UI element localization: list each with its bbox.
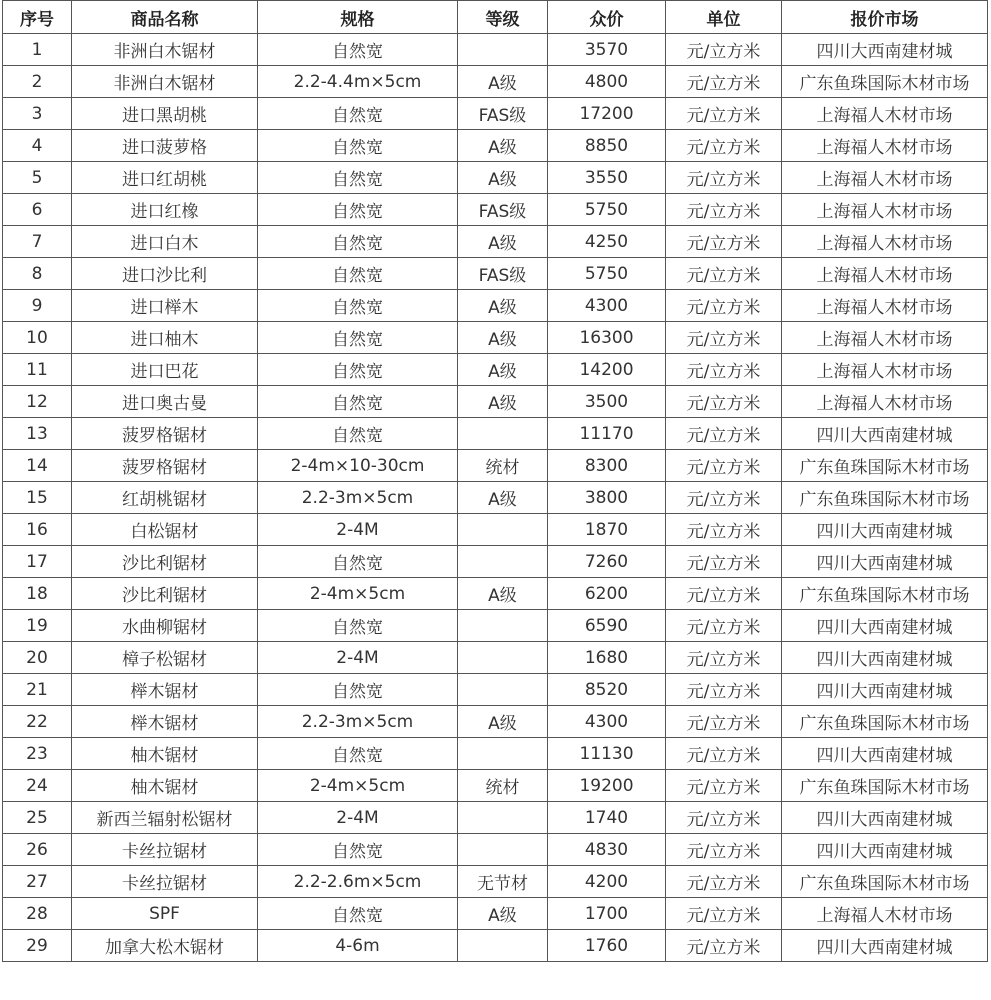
table-row <box>3 418 988 450</box>
cell-product-name: 进口红橡 <box>72 194 258 226</box>
cell-price: 4250 <box>548 226 666 258</box>
cell-price: 3570 <box>548 34 666 66</box>
cell-price: 3800 <box>548 482 666 514</box>
cell-price: 4830 <box>548 834 666 866</box>
cell-product-name: 进口柚木 <box>72 322 258 354</box>
cell-market: 上海福人木材市场 <box>782 354 988 386</box>
table-row <box>3 738 988 770</box>
cell-spec: 自然宽 <box>258 34 458 66</box>
cell-product-name: 柚木锯材 <box>72 770 258 802</box>
cell-market: 上海福人木材市场 <box>782 322 988 354</box>
cell-unit: 元/立方米 <box>666 162 782 194</box>
cell-grade <box>458 930 548 962</box>
table-row <box>3 66 988 98</box>
cell-index: 22 <box>3 706 72 738</box>
cell-grade: A级 <box>458 706 548 738</box>
cell-unit: 元/立方米 <box>666 674 782 706</box>
cell-spec: 自然宽 <box>258 162 458 194</box>
cell-spec: 自然宽 <box>258 258 458 290</box>
cell-grade <box>458 834 548 866</box>
cell-spec: 自然宽 <box>258 674 458 706</box>
cell-grade: A级 <box>458 482 548 514</box>
cell-product-name: 进口巴花 <box>72 354 258 386</box>
cell-market: 四川大西南建材城 <box>782 738 988 770</box>
cell-index: 6 <box>3 194 72 226</box>
cell-price: 5750 <box>548 258 666 290</box>
table-row <box>3 610 988 642</box>
cell-product-name: 新西兰辐射松锯材 <box>72 802 258 834</box>
table-row <box>3 930 988 962</box>
cell-grade: A级 <box>458 354 548 386</box>
cell-index: 10 <box>3 322 72 354</box>
table-row <box>3 194 988 226</box>
cell-unit: 元/立方米 <box>666 258 782 290</box>
cell-grade <box>458 610 548 642</box>
cell-index: 3 <box>3 98 72 130</box>
table-body <box>3 34 988 962</box>
table-row <box>3 834 988 866</box>
cell-spec: 自然宽 <box>258 834 458 866</box>
cell-product-name: 沙比利锯材 <box>72 546 258 578</box>
cell-grade: A级 <box>458 290 548 322</box>
table-row <box>3 770 988 802</box>
cell-index: 12 <box>3 386 72 418</box>
cell-market: 广东鱼珠国际木材市场 <box>782 450 988 482</box>
cell-product-name: 进口菠萝格 <box>72 130 258 162</box>
cell-market: 广东鱼珠国际木材市场 <box>782 706 988 738</box>
cell-spec: 2-4M <box>258 514 458 546</box>
table-row <box>3 290 988 322</box>
cell-market: 上海福人木材市场 <box>782 98 988 130</box>
cell-spec: 自然宽 <box>258 290 458 322</box>
table-row <box>3 386 988 418</box>
cell-grade <box>458 738 548 770</box>
cell-grade: A级 <box>458 322 548 354</box>
cell-market: 上海福人木材市场 <box>782 194 988 226</box>
cell-index: 24 <box>3 770 72 802</box>
cell-unit: 元/立方米 <box>666 834 782 866</box>
cell-product-name: 进口红胡桃 <box>72 162 258 194</box>
cell-index: 17 <box>3 546 72 578</box>
cell-unit: 元/立方米 <box>666 770 782 802</box>
cell-product-name: 菠罗格锯材 <box>72 450 258 482</box>
cell-spec: 2-4m×5cm <box>258 578 458 610</box>
table-row <box>3 482 988 514</box>
cell-price: 3500 <box>548 386 666 418</box>
cell-product-name: 进口沙比利 <box>72 258 258 290</box>
cell-spec: 2-4m×5cm <box>258 770 458 802</box>
cell-spec: 自然宽 <box>258 322 458 354</box>
cell-product-name: 非洲白木锯材 <box>72 34 258 66</box>
table-row <box>3 642 988 674</box>
cell-product-name: 榉木锯材 <box>72 706 258 738</box>
table-row <box>3 546 988 578</box>
cell-grade <box>458 514 548 546</box>
cell-market: 四川大西南建材城 <box>782 642 988 674</box>
cell-price: 4300 <box>548 290 666 322</box>
header-unit: 单位 <box>666 1 782 34</box>
header-product-name: 商品名称 <box>72 1 258 34</box>
cell-grade: A级 <box>458 226 548 258</box>
cell-market: 上海福人木材市场 <box>782 130 988 162</box>
header-grade: 等级 <box>458 1 548 34</box>
cell-grade: A级 <box>458 578 548 610</box>
cell-grade: A级 <box>458 386 548 418</box>
cell-spec: 自然宽 <box>258 418 458 450</box>
cell-unit: 元/立方米 <box>666 514 782 546</box>
cell-unit: 元/立方米 <box>666 802 782 834</box>
cell-market: 上海福人木材市场 <box>782 258 988 290</box>
cell-market: 上海福人木材市场 <box>782 290 988 322</box>
cell-price: 4800 <box>548 66 666 98</box>
table-row <box>3 674 988 706</box>
cell-price: 16300 <box>548 322 666 354</box>
cell-grade: 无节材 <box>458 866 548 898</box>
cell-market: 广东鱼珠国际木材市场 <box>782 482 988 514</box>
cell-unit: 元/立方米 <box>666 898 782 930</box>
table-header <box>3 1 988 34</box>
cell-market: 四川大西南建材城 <box>782 546 988 578</box>
cell-spec: 自然宽 <box>258 98 458 130</box>
cell-index: 5 <box>3 162 72 194</box>
cell-spec: 自然宽 <box>258 194 458 226</box>
cell-index: 11 <box>3 354 72 386</box>
cell-index: 4 <box>3 130 72 162</box>
cell-spec: 自然宽 <box>258 226 458 258</box>
cell-price: 8850 <box>548 130 666 162</box>
cell-spec: 4-6m <box>258 930 458 962</box>
cell-price: 7260 <box>548 546 666 578</box>
cell-grade: 统材 <box>458 770 548 802</box>
cell-grade <box>458 674 548 706</box>
cell-spec: 自然宽 <box>258 738 458 770</box>
cell-unit: 元/立方米 <box>666 610 782 642</box>
cell-product-name: 白松锯材 <box>72 514 258 546</box>
table-row <box>3 898 988 930</box>
cell-market: 四川大西南建材城 <box>782 610 988 642</box>
cell-grade: FAS级 <box>458 194 548 226</box>
cell-unit: 元/立方米 <box>666 322 782 354</box>
cell-market: 四川大西南建材城 <box>782 802 988 834</box>
cell-price: 3550 <box>548 162 666 194</box>
cell-unit: 元/立方米 <box>666 226 782 258</box>
cell-product-name: 进口白木 <box>72 226 258 258</box>
cell-grade <box>458 418 548 450</box>
cell-index: 9 <box>3 290 72 322</box>
cell-unit: 元/立方米 <box>666 930 782 962</box>
cell-unit: 元/立方米 <box>666 34 782 66</box>
cell-unit: 元/立方米 <box>666 546 782 578</box>
cell-grade <box>458 34 548 66</box>
cell-index: 7 <box>3 226 72 258</box>
cell-index: 29 <box>3 930 72 962</box>
cell-index: 25 <box>3 802 72 834</box>
cell-unit: 元/立方米 <box>666 66 782 98</box>
cell-spec: 2-4m×10-30cm <box>258 450 458 482</box>
cell-product-name: 樟子松锯材 <box>72 642 258 674</box>
cell-product-name: 沙比利锯材 <box>72 578 258 610</box>
table-row <box>3 354 988 386</box>
cell-unit: 元/立方米 <box>666 642 782 674</box>
cell-price: 1760 <box>548 930 666 962</box>
cell-unit: 元/立方米 <box>666 866 782 898</box>
cell-grade: A级 <box>458 162 548 194</box>
cell-index: 15 <box>3 482 72 514</box>
cell-product-name: 进口榉木 <box>72 290 258 322</box>
cell-grade <box>458 802 548 834</box>
cell-spec: 自然宽 <box>258 386 458 418</box>
cell-unit: 元/立方米 <box>666 354 782 386</box>
cell-grade: A级 <box>458 66 548 98</box>
cell-price: 4200 <box>548 866 666 898</box>
cell-unit: 元/立方米 <box>666 290 782 322</box>
cell-index: 2 <box>3 66 72 98</box>
cell-product-name: 红胡桃锯材 <box>72 482 258 514</box>
table-row <box>3 226 988 258</box>
cell-price: 1740 <box>548 802 666 834</box>
cell-price: 1870 <box>548 514 666 546</box>
cell-index: 23 <box>3 738 72 770</box>
header-spec: 规格 <box>258 1 458 34</box>
cell-price: 19200 <box>548 770 666 802</box>
cell-market: 四川大西南建材城 <box>782 514 988 546</box>
cell-market: 四川大西南建材城 <box>782 418 988 450</box>
cell-price: 11130 <box>548 738 666 770</box>
cell-unit: 元/立方米 <box>666 706 782 738</box>
cell-market: 广东鱼珠国际木材市场 <box>782 866 988 898</box>
cell-spec: 自然宽 <box>258 546 458 578</box>
cell-market: 上海福人木材市场 <box>782 386 988 418</box>
cell-spec: 2-4M <box>258 802 458 834</box>
table-row <box>3 322 988 354</box>
cell-price: 1680 <box>548 642 666 674</box>
cell-market: 广东鱼珠国际木材市场 <box>782 578 988 610</box>
table-row <box>3 162 988 194</box>
cell-spec: 2.2-3m×5cm <box>258 482 458 514</box>
cell-unit: 元/立方米 <box>666 418 782 450</box>
header-index: 序号 <box>3 1 72 34</box>
cell-price: 17200 <box>548 98 666 130</box>
cell-product-name: 卡丝拉锯材 <box>72 866 258 898</box>
cell-product-name: 进口奥古曼 <box>72 386 258 418</box>
cell-index: 19 <box>3 610 72 642</box>
cell-unit: 元/立方米 <box>666 194 782 226</box>
cell-product-name: 菠罗格锯材 <box>72 418 258 450</box>
cell-unit: 元/立方米 <box>666 578 782 610</box>
cell-grade: FAS级 <box>458 98 548 130</box>
cell-index: 1 <box>3 34 72 66</box>
cell-spec: 自然宽 <box>258 610 458 642</box>
cell-price: 6200 <box>548 578 666 610</box>
cell-market: 四川大西南建材城 <box>782 834 988 866</box>
cell-index: 16 <box>3 514 72 546</box>
cell-price: 5750 <box>548 194 666 226</box>
cell-index: 26 <box>3 834 72 866</box>
cell-price: 4300 <box>548 706 666 738</box>
table-row <box>3 578 988 610</box>
table-row <box>3 130 988 162</box>
cell-market: 四川大西南建材城 <box>782 34 988 66</box>
cell-unit: 元/立方米 <box>666 130 782 162</box>
table-row <box>3 450 988 482</box>
price-table <box>2 0 988 962</box>
cell-spec: 2.2-2.6m×5cm <box>258 866 458 898</box>
cell-market: 四川大西南建材城 <box>782 674 988 706</box>
cell-index: 8 <box>3 258 72 290</box>
cell-product-name: 加拿大松木锯材 <box>72 930 258 962</box>
cell-market: 上海福人木材市场 <box>782 226 988 258</box>
cell-spec: 2-4M <box>258 642 458 674</box>
cell-price: 11170 <box>548 418 666 450</box>
cell-grade: A级 <box>458 130 548 162</box>
table-row <box>3 706 988 738</box>
cell-market: 广东鱼珠国际木材市场 <box>782 66 988 98</box>
header-market: 报价市场 <box>782 1 988 34</box>
cell-unit: 元/立方米 <box>666 450 782 482</box>
cell-unit: 元/立方米 <box>666 482 782 514</box>
cell-product-name: SPF <box>72 898 258 930</box>
cell-price: 6590 <box>548 610 666 642</box>
cell-spec: 自然宽 <box>258 130 458 162</box>
cell-grade: A级 <box>458 898 548 930</box>
cell-product-name: 进口黑胡桃 <box>72 98 258 130</box>
cell-market: 四川大西南建材城 <box>782 930 988 962</box>
table-row <box>3 866 988 898</box>
cell-price: 14200 <box>548 354 666 386</box>
table-row <box>3 802 988 834</box>
cell-spec: 2.2-3m×5cm <box>258 706 458 738</box>
cell-price: 1700 <box>548 898 666 930</box>
cell-index: 20 <box>3 642 72 674</box>
cell-index: 28 <box>3 898 72 930</box>
cell-grade <box>458 642 548 674</box>
cell-product-name: 卡丝拉锯材 <box>72 834 258 866</box>
cell-price: 8300 <box>548 450 666 482</box>
cell-index: 18 <box>3 578 72 610</box>
cell-spec: 2.2-4.4m×5cm <box>258 66 458 98</box>
cell-grade: FAS级 <box>458 258 548 290</box>
cell-index: 14 <box>3 450 72 482</box>
cell-product-name: 非洲白木锯材 <box>72 66 258 98</box>
cell-unit: 元/立方米 <box>666 738 782 770</box>
cell-spec: 自然宽 <box>258 354 458 386</box>
cell-spec: 自然宽 <box>258 898 458 930</box>
cell-price: 8520 <box>548 674 666 706</box>
cell-product-name: 榉木锯材 <box>72 674 258 706</box>
cell-market: 上海福人木材市场 <box>782 898 988 930</box>
cell-grade: 统材 <box>458 450 548 482</box>
cell-index: 21 <box>3 674 72 706</box>
cell-market: 上海福人木材市场 <box>782 162 988 194</box>
cell-product-name: 柚木锯材 <box>72 738 258 770</box>
cell-index: 13 <box>3 418 72 450</box>
cell-product-name: 水曲柳锯材 <box>72 610 258 642</box>
cell-index: 27 <box>3 866 72 898</box>
table-row <box>3 514 988 546</box>
header-price: 众价 <box>548 1 666 34</box>
table-row <box>3 258 988 290</box>
cell-grade <box>458 546 548 578</box>
cell-unit: 元/立方米 <box>666 386 782 418</box>
cell-market: 广东鱼珠国际木材市场 <box>782 770 988 802</box>
table-row <box>3 34 988 66</box>
cell-unit: 元/立方米 <box>666 98 782 130</box>
table-row <box>3 98 988 130</box>
header-row <box>3 1 988 34</box>
